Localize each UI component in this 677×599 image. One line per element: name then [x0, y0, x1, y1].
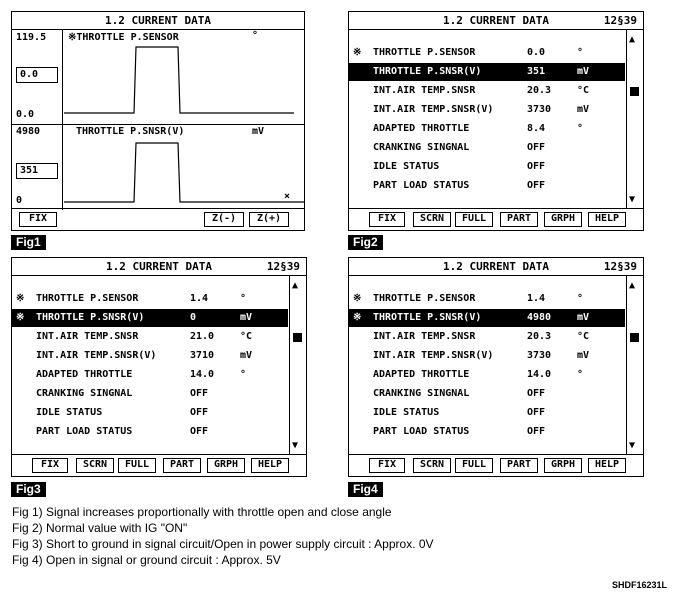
data-row[interactable]	[349, 366, 625, 384]
part-button[interactable]: PART	[500, 212, 538, 227]
fixed-mark-icon: ※	[16, 312, 25, 323]
sensor-name: PART LOAD STATUS	[36, 426, 133, 437]
sensor-value: 3710	[190, 350, 215, 361]
sensor-value: OFF	[190, 426, 209, 437]
sensor-name: PART LOAD STATUS	[373, 426, 470, 437]
full-button[interactable]: FULL	[455, 212, 493, 227]
data-row[interactable]	[349, 158, 625, 176]
data-row[interactable]	[349, 139, 625, 157]
sensor-unit: mV	[577, 66, 590, 77]
sensor-unit: °C	[577, 331, 590, 342]
data-row[interactable]	[349, 101, 625, 119]
help-button[interactable]: HELP	[588, 458, 626, 473]
fix-button[interactable]: FIX	[32, 458, 68, 473]
sensor-name: THROTTLE P.SENSOR	[373, 47, 476, 58]
part-button[interactable]: PART	[500, 458, 538, 473]
sensor-name: ADAPTED THROTTLE	[373, 123, 470, 134]
sensor-name: INT.AIR TEMP.SNSR	[36, 331, 139, 342]
cursor-marker-icon: ×	[284, 191, 291, 202]
full-button[interactable]: FULL	[455, 458, 493, 473]
help-button[interactable]: HELP	[588, 212, 626, 227]
y-axis-divider	[62, 30, 63, 124]
sensor-unit: °	[577, 123, 584, 134]
sensor-unit: °C	[577, 85, 590, 96]
figure-code: SHDF16231L	[611, 580, 667, 590]
sensor-name: INT.AIR TEMP.SNSR(V)	[373, 104, 494, 115]
data-row[interactable]	[349, 328, 625, 346]
screen-title: 1.2 CURRENT DATA	[12, 12, 304, 30]
signal-trace	[64, 124, 304, 210]
sensor-name: CRANKING SINGNAL	[373, 142, 470, 153]
sensor-value: OFF	[190, 407, 209, 418]
screen-title: 1.2 CURRENT DATA	[349, 12, 643, 30]
scroll-thumb[interactable]	[293, 333, 302, 342]
data-row[interactable]	[12, 366, 288, 384]
sensor-name: CRANKING SINGNAL	[36, 388, 133, 399]
caption-fig4: Fig 4) Open in signal or ground circuit : Approx. 5V	[12, 553, 281, 567]
sensor-name: THROTTLE P.SNSR(V)	[373, 312, 482, 323]
sensor-value: 14.0	[527, 369, 552, 380]
data-row[interactable]	[12, 290, 288, 308]
data-row[interactable]	[349, 385, 625, 403]
scroll-thumb[interactable]	[630, 333, 639, 342]
sensor-value: OFF	[527, 180, 546, 191]
scrollbar[interactable]	[626, 30, 643, 209]
fig3-label: Fig3	[11, 482, 46, 497]
graph-unit: °	[252, 30, 259, 41]
scrn-button[interactable]: SCRN	[76, 458, 114, 473]
caption-fig1: Fig 1) Signal increases proportionally with throttle open and close angle	[12, 505, 392, 519]
grph-button[interactable]: GRPH	[207, 458, 245, 473]
help-button[interactable]: HELP	[251, 458, 289, 473]
sensor-name: ADAPTED THROTTLE	[36, 369, 133, 380]
sensor-unit: mV	[577, 312, 590, 323]
sensor-unit: °	[577, 369, 584, 380]
sensor-name: THROTTLE P.SNSR(V)	[373, 66, 482, 77]
data-row[interactable]	[349, 404, 625, 422]
sensor-name: IDLE STATUS	[373, 161, 440, 172]
graph-label: THROTTLE P.SNSR(V)	[76, 126, 185, 137]
sensor-name: PART LOAD STATUS	[373, 180, 470, 191]
sensor-unit: mV	[577, 104, 590, 115]
sensor-value: OFF	[527, 142, 546, 153]
sensor-unit: °C	[240, 331, 253, 342]
zoom-out-button[interactable]: Z(-)	[204, 212, 244, 227]
y-axis-min: 0	[16, 195, 23, 206]
sensor-name: INT.AIR TEMP.SNSR(V)	[373, 350, 494, 361]
y-axis-max: 119.5	[16, 32, 47, 43]
function-key-bar	[349, 208, 643, 230]
sensor-name: ADAPTED THROTTLE	[373, 369, 470, 380]
data-row-selected[interactable]	[12, 309, 288, 327]
sensor-value: OFF	[527, 388, 546, 399]
screen-title: 1.2 CURRENT DATA	[12, 258, 306, 276]
fixed-mark-icon: ※	[16, 293, 25, 304]
data-row[interactable]	[349, 423, 625, 441]
sensor-value: 1.4	[527, 293, 546, 304]
screen-title: 1.2 CURRENT DATA	[349, 258, 643, 276]
grph-button[interactable]: GRPH	[544, 458, 582, 473]
sensor-unit: °	[240, 369, 247, 380]
sensor-unit: °	[577, 293, 584, 304]
sensor-value: 4980	[527, 312, 552, 323]
scrn-button[interactable]: SCRN	[413, 458, 451, 473]
sensor-value: 1.4	[190, 293, 209, 304]
sensor-name: THROTTLE P.SENSOR	[373, 293, 476, 304]
sensor-unit: mV	[240, 312, 253, 323]
fig1-screen	[11, 11, 305, 231]
fig3-screen	[11, 257, 307, 477]
sensor-value: OFF	[527, 426, 546, 437]
sensor-name: THROTTLE P.SENSOR	[36, 293, 139, 304]
scrn-button[interactable]: SCRN	[413, 212, 451, 227]
data-row[interactable]	[349, 120, 625, 138]
fix-button[interactable]: FIX	[369, 458, 405, 473]
sensor-name: IDLE STATUS	[373, 407, 440, 418]
scroll-up-icon[interactable]: ▲	[629, 34, 636, 45]
data-row-selected[interactable]	[349, 309, 625, 327]
fig4-screen	[348, 257, 644, 477]
fix-button[interactable]: FIX	[19, 212, 57, 227]
graph-unit: mV	[252, 126, 265, 137]
sensor-unit: mV	[240, 350, 253, 361]
fig2-label: Fig2	[348, 235, 383, 250]
scroll-up-icon[interactable]: ▲	[292, 280, 299, 291]
sensor-value: 351	[527, 66, 546, 77]
function-key-bar	[12, 454, 306, 476]
data-row[interactable]	[349, 44, 625, 62]
zoom-in-button[interactable]: Z(+)	[249, 212, 289, 227]
clock-time: 12§39	[603, 14, 637, 27]
grph-button[interactable]: GRPH	[544, 212, 582, 227]
scrollbar[interactable]	[626, 276, 643, 455]
sensor-name: THROTTLE P.SNSR(V)	[36, 312, 145, 323]
clock-time: 12§39	[603, 260, 637, 273]
data-row[interactable]	[349, 177, 625, 195]
data-row-selected[interactable]	[349, 63, 625, 81]
sensor-value: OFF	[527, 161, 546, 172]
current-value-box: 0.0	[16, 67, 58, 83]
y-axis-divider	[62, 124, 63, 210]
scroll-down-icon[interactable]: ▼	[292, 440, 299, 451]
graph-panel-throttle-voltage	[12, 124, 304, 210]
full-button[interactable]: FULL	[118, 458, 156, 473]
sensor-value: 20.3	[527, 85, 552, 96]
sensor-value: 3730	[527, 350, 552, 361]
fix-button[interactable]: FIX	[369, 212, 405, 227]
sensor-value: 3730	[527, 104, 552, 115]
data-row[interactable]	[12, 404, 288, 422]
sensor-value: 20.3	[527, 331, 552, 342]
throttle-sensor-trace	[64, 47, 294, 113]
fixed-mark-icon: ※	[353, 312, 362, 323]
function-key-bar	[12, 208, 304, 230]
sensor-value: OFF	[527, 407, 546, 418]
sensor-value: 0	[190, 312, 197, 323]
caption-fig2: Fig 2) Normal value with IG "ON"	[12, 521, 188, 535]
sensor-value: 21.0	[190, 331, 215, 342]
scroll-thumb[interactable]	[630, 87, 639, 96]
fixed-mark-icon: ※	[353, 66, 362, 77]
y-axis-min: 0.0	[16, 109, 35, 120]
scroll-down-icon[interactable]: ▼	[629, 194, 636, 205]
fixed-mark-icon: ※	[353, 47, 362, 58]
data-row[interactable]	[12, 328, 288, 346]
scrollbar[interactable]	[289, 276, 306, 455]
data-row[interactable]	[12, 347, 288, 365]
data-row[interactable]	[12, 423, 288, 441]
signal-trace	[64, 30, 304, 124]
fig1-label: Fig1	[11, 235, 46, 250]
sensor-unit: mV	[577, 350, 590, 361]
throttle-voltage-trace	[64, 143, 304, 202]
caption-fig3: Fig 3) Short to ground in signal circuit/Open in power supply circuit : Approx. 0V	[12, 537, 434, 551]
sensor-value: 8.4	[527, 123, 546, 134]
sensor-value: OFF	[190, 388, 209, 399]
data-row[interactable]	[349, 347, 625, 365]
fig2-screen	[348, 11, 644, 231]
sensor-name: INT.AIR TEMP.SNSR(V)	[36, 350, 157, 361]
function-key-bar	[349, 454, 643, 476]
sensor-unit: °	[577, 47, 584, 58]
sensor-unit: °	[240, 293, 247, 304]
current-value-box: 351	[16, 163, 58, 179]
data-row[interactable]	[349, 290, 625, 308]
data-row[interactable]	[349, 82, 625, 100]
sensor-value: 0.0	[527, 47, 546, 58]
sensor-name: CRANKING SINGNAL	[373, 388, 470, 399]
sensor-name: INT.AIR TEMP.SNSR	[373, 331, 476, 342]
scroll-up-icon[interactable]: ▲	[629, 280, 636, 291]
y-axis-max: 4980	[16, 126, 41, 137]
sensor-name: INT.AIR TEMP.SNSR	[373, 85, 476, 96]
graph-label: ※THROTTLE P.SENSOR	[68, 32, 179, 43]
fig4-label: Fig4	[348, 482, 383, 497]
clock-time: 12§39	[266, 260, 300, 273]
graph-panel-throttle-sensor	[12, 30, 304, 125]
part-button[interactable]: PART	[163, 458, 201, 473]
data-row[interactable]	[12, 385, 288, 403]
scroll-down-icon[interactable]: ▼	[629, 440, 636, 451]
sensor-value: 14.0	[190, 369, 215, 380]
sensor-name: IDLE STATUS	[36, 407, 103, 418]
fixed-mark-icon: ※	[353, 293, 362, 304]
